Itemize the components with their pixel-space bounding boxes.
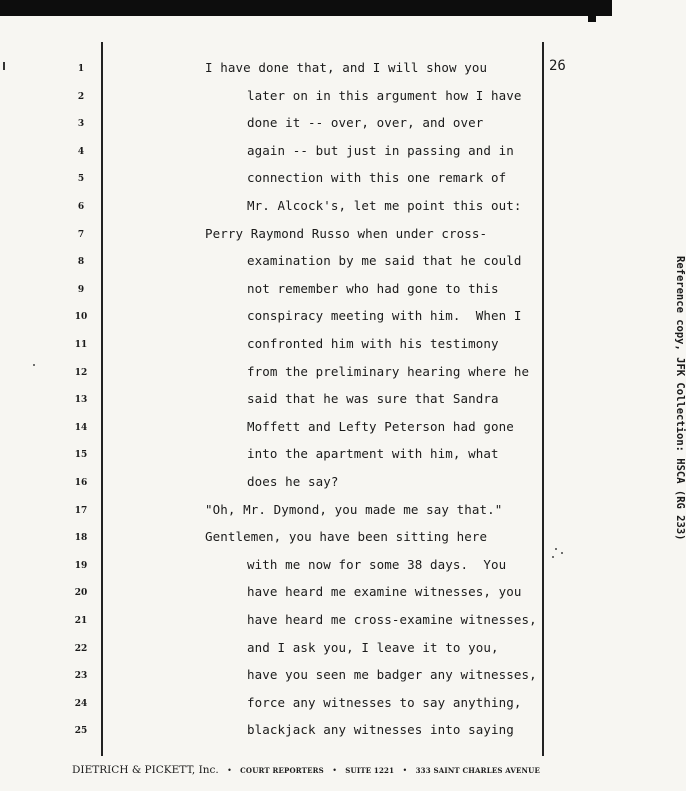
line-number: 16 <box>74 478 88 488</box>
footer-suite: SUITE 1221 <box>345 766 395 775</box>
footer-role: COURT REPORTERS <box>240 766 324 775</box>
scan-mark <box>3 62 5 70</box>
line-number: 14 <box>74 422 88 433</box>
transcript-line: examination by me said that he could <box>247 253 522 269</box>
line-number: 8 <box>77 257 85 268</box>
page-number: 26 <box>549 58 566 74</box>
scan-speck <box>552 556 554 558</box>
transcript-line: done it -- over, over, and over <box>247 115 484 131</box>
transcript-line: Moffett and Lefty Peterson had gone <box>247 418 514 434</box>
line-number: 4 <box>77 146 85 157</box>
line-number: 17 <box>74 505 88 516</box>
line-number: 10 <box>74 312 88 323</box>
line-number: 21 <box>74 616 88 626</box>
line-number: 5 <box>77 174 85 185</box>
transcript-line: blackjack any witnesses into saying <box>247 722 514 738</box>
transcript-line: does he say? <box>247 474 339 489</box>
scan-edge-notch <box>588 12 596 22</box>
footer-address: 333 SAINT CHARLES AVENUE <box>415 766 540 775</box>
transcript-line: I have done that, and I will show you <box>205 60 488 75</box>
transcript-line: and I ask you, I leave it to you, <box>247 639 499 655</box>
transcript-line: Mr. Alcock's, let me point this out: <box>247 198 522 213</box>
line-number: 19 <box>74 560 88 571</box>
line-number: 20 <box>74 588 88 599</box>
transcript-line: have heard me cross-examine witnesses, <box>247 612 537 627</box>
footer-separator: • <box>402 766 408 775</box>
line-number: 1 <box>77 64 85 74</box>
transcript-line: have you seen me badger any witnesses, <box>247 667 537 683</box>
transcript-line: "Oh, Mr. Dymond, you made me say that." <box>205 501 503 517</box>
transcript-line: from the preliminary hearing where he <box>247 363 530 379</box>
transcript-line: Perry Raymond Russo when under cross- <box>205 225 488 241</box>
transcript-line: into the apartment with him, what <box>247 446 499 462</box>
scan-speck <box>555 548 557 550</box>
transcript-line: later on in this argument how I have <box>247 87 522 103</box>
footer-separator: • <box>227 766 232 775</box>
footer-separator: • <box>332 766 337 775</box>
transcript-line: have heard me examine witnesses, you <box>247 584 522 600</box>
line-number: 2 <box>77 91 85 102</box>
transcript-line: connection with this one remark of <box>247 170 507 186</box>
line-number: 11 <box>74 340 88 350</box>
transcript-line: said that he was sure that Sandra <box>247 391 499 407</box>
transcript-line: confronted him with his testimony <box>247 336 499 351</box>
transcript-line: not remember who had gone to this <box>247 280 499 296</box>
transcript-line: with me now for some 38 days. You <box>247 556 507 572</box>
line-number: 15 <box>74 450 88 461</box>
transcript-line: conspiracy meeting with him. When I <box>247 308 522 324</box>
line-number: 9 <box>77 284 85 295</box>
line-number: 18 <box>74 533 88 544</box>
transcript-line: force any witnesses to say anything, <box>247 694 522 710</box>
line-number: 24 <box>74 698 88 709</box>
right-margin-rule <box>542 42 544 756</box>
scan-speck <box>33 364 35 366</box>
line-number: 22 <box>74 643 88 654</box>
transcript-line: Gentlemen, you have been sitting here <box>205 529 488 545</box>
line-number: 3 <box>77 119 85 130</box>
transcript-line: again -- but just in passing and in <box>247 142 514 158</box>
line-number: 23 <box>74 671 88 682</box>
left-margin-rule <box>101 42 103 756</box>
line-number: 12 <box>74 367 88 378</box>
scan-top-edge <box>0 0 612 16</box>
line-number: 7 <box>77 229 85 240</box>
court-reporter-footer <box>0 764 612 776</box>
line-number: 6 <box>77 202 85 212</box>
scan-speck <box>561 552 563 554</box>
line-number: 13 <box>74 395 88 406</box>
line-number: 25 <box>74 726 88 737</box>
archive-reference-note: Reference copy, JFK Collection: HSCA (RG 233) <box>674 256 686 541</box>
footer-firm: DIETRICH & PICKETT, Inc. <box>72 764 219 776</box>
